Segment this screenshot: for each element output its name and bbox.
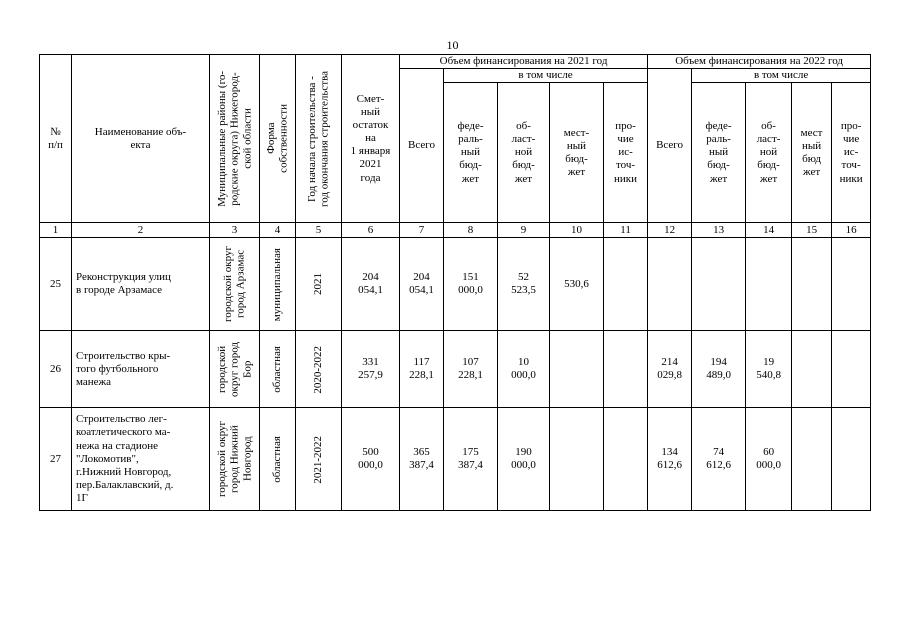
- header-federal-2022: феде- раль- ный бюд- жет: [692, 83, 746, 223]
- federal-2021: 107 228,1: [444, 331, 498, 408]
- header-balance: Смет- ный остаток на 1 января 2021 года: [342, 55, 400, 223]
- total-2021: 117 228,1: [400, 331, 444, 408]
- balance: 500 000,0: [342, 408, 400, 511]
- column-number: 7: [400, 223, 444, 238]
- regional-2021: 190 000,0: [498, 408, 550, 511]
- regional-2021: 52 523,5: [498, 238, 550, 331]
- column-number: 6: [342, 223, 400, 238]
- row-number: 26: [40, 331, 72, 408]
- other-2022: [832, 331, 871, 408]
- balance: 331 257,9: [342, 331, 400, 408]
- column-number: 16: [832, 223, 871, 238]
- regional-2022: [746, 238, 792, 331]
- regional-2022: 19 540,8: [746, 331, 792, 408]
- other-2021: [604, 238, 648, 331]
- total-2022: 214 029,8: [648, 331, 692, 408]
- header-fin-2021: Объем финансирования на 2021 год: [400, 55, 648, 69]
- header-local-2021: мест- ный бюд- жет: [550, 83, 604, 223]
- local-2021: 530,6: [550, 238, 604, 331]
- balance: 204 054,1: [342, 238, 400, 331]
- federal-2022: [692, 238, 746, 331]
- header-regional-2022: об- ласт- ной бюд- жет: [746, 83, 792, 223]
- header-regional-2021: об- ласт- ной бюд- жет: [498, 83, 550, 223]
- other-2022: [832, 408, 871, 511]
- object-name: Строительство лег- коатлетического ма- нежа на стадионе "Локомотив", г.Нижний Новгород, пер.Балаклавский, д. 1Г: [72, 408, 210, 511]
- table-row: [40, 331, 871, 408]
- header-total-2022: Всего: [648, 69, 692, 223]
- local-2022: [792, 331, 832, 408]
- district: городской округ город Бор: [210, 331, 260, 408]
- total-2022: [648, 238, 692, 331]
- header-federal-2021: феде- раль- ный бюд- жет: [444, 83, 498, 223]
- header-object-name: Наименование объ- екта: [72, 55, 210, 223]
- ownership: муниципальная: [260, 238, 296, 331]
- other-2022: [832, 238, 871, 331]
- column-number: 15: [792, 223, 832, 238]
- ownership: областная: [260, 408, 296, 511]
- header-other-2022: про- чие ис- точ- ники: [832, 83, 871, 223]
- local-2021: [550, 408, 604, 511]
- column-number: 2: [72, 223, 210, 238]
- federal-2022: 74 612,6: [692, 408, 746, 511]
- header-total-2021: Всего: [400, 69, 444, 223]
- header-fin-2022: Объем финансирования на 2022 год: [648, 55, 871, 69]
- local-2022: [792, 238, 832, 331]
- header-years: Год начала строительства - год окончания строительства: [296, 55, 342, 223]
- row-number: 27: [40, 408, 72, 511]
- total-2022: 134 612,6: [648, 408, 692, 511]
- column-number-row: [40, 223, 871, 238]
- other-2021: [604, 331, 648, 408]
- header-other-2021: про- чие ис- точ- ники: [604, 83, 648, 223]
- financing-table: [39, 54, 871, 511]
- header-ownership: Форма собственности: [260, 55, 296, 223]
- object-name: Строительство кры- того футбольного манежа: [72, 331, 210, 408]
- federal-2022: 194 489,0: [692, 331, 746, 408]
- federal-2021: 175 387,4: [444, 408, 498, 511]
- object-name: Реконструкция улиц в городе Арзамасе: [72, 238, 210, 331]
- ownership: областная: [260, 331, 296, 408]
- column-number: 10: [550, 223, 604, 238]
- regional-2021: 10 000,0: [498, 331, 550, 408]
- local-2021: [550, 331, 604, 408]
- years: 2021: [296, 238, 342, 331]
- row-number: 25: [40, 238, 72, 331]
- years: 2021-2022: [296, 408, 342, 511]
- column-number: 14: [746, 223, 792, 238]
- header-district: Муниципальные районы (го- родские округа) Нижегород- ской области: [210, 55, 260, 223]
- total-2021: 365 387,4: [400, 408, 444, 511]
- years: 2020-2022: [296, 331, 342, 408]
- column-number: 4: [260, 223, 296, 238]
- column-number: 12: [648, 223, 692, 238]
- local-2022: [792, 408, 832, 511]
- regional-2022: 60 000,0: [746, 408, 792, 511]
- federal-2021: 151 000,0: [444, 238, 498, 331]
- header-incl-2022: в том числе: [692, 69, 871, 83]
- column-number: 11: [604, 223, 648, 238]
- header-local-2022: мест ный бюд жет: [792, 83, 832, 223]
- total-2021: 204 054,1: [400, 238, 444, 331]
- district: городской округ город Арзамас: [210, 238, 260, 331]
- table-row: [40, 408, 871, 511]
- column-number: 9: [498, 223, 550, 238]
- column-number: 13: [692, 223, 746, 238]
- other-2021: [604, 408, 648, 511]
- header-incl-2021: в том числе: [444, 69, 648, 83]
- column-number: 1: [40, 223, 72, 238]
- column-number: 3: [210, 223, 260, 238]
- column-number: 5: [296, 223, 342, 238]
- table-row: [40, 238, 871, 331]
- page-number: 10: [446, 38, 459, 52]
- column-number: 8: [444, 223, 498, 238]
- district: городской округ город Нижний Новгород: [210, 408, 260, 511]
- header-row-number: № п/п: [40, 55, 72, 223]
